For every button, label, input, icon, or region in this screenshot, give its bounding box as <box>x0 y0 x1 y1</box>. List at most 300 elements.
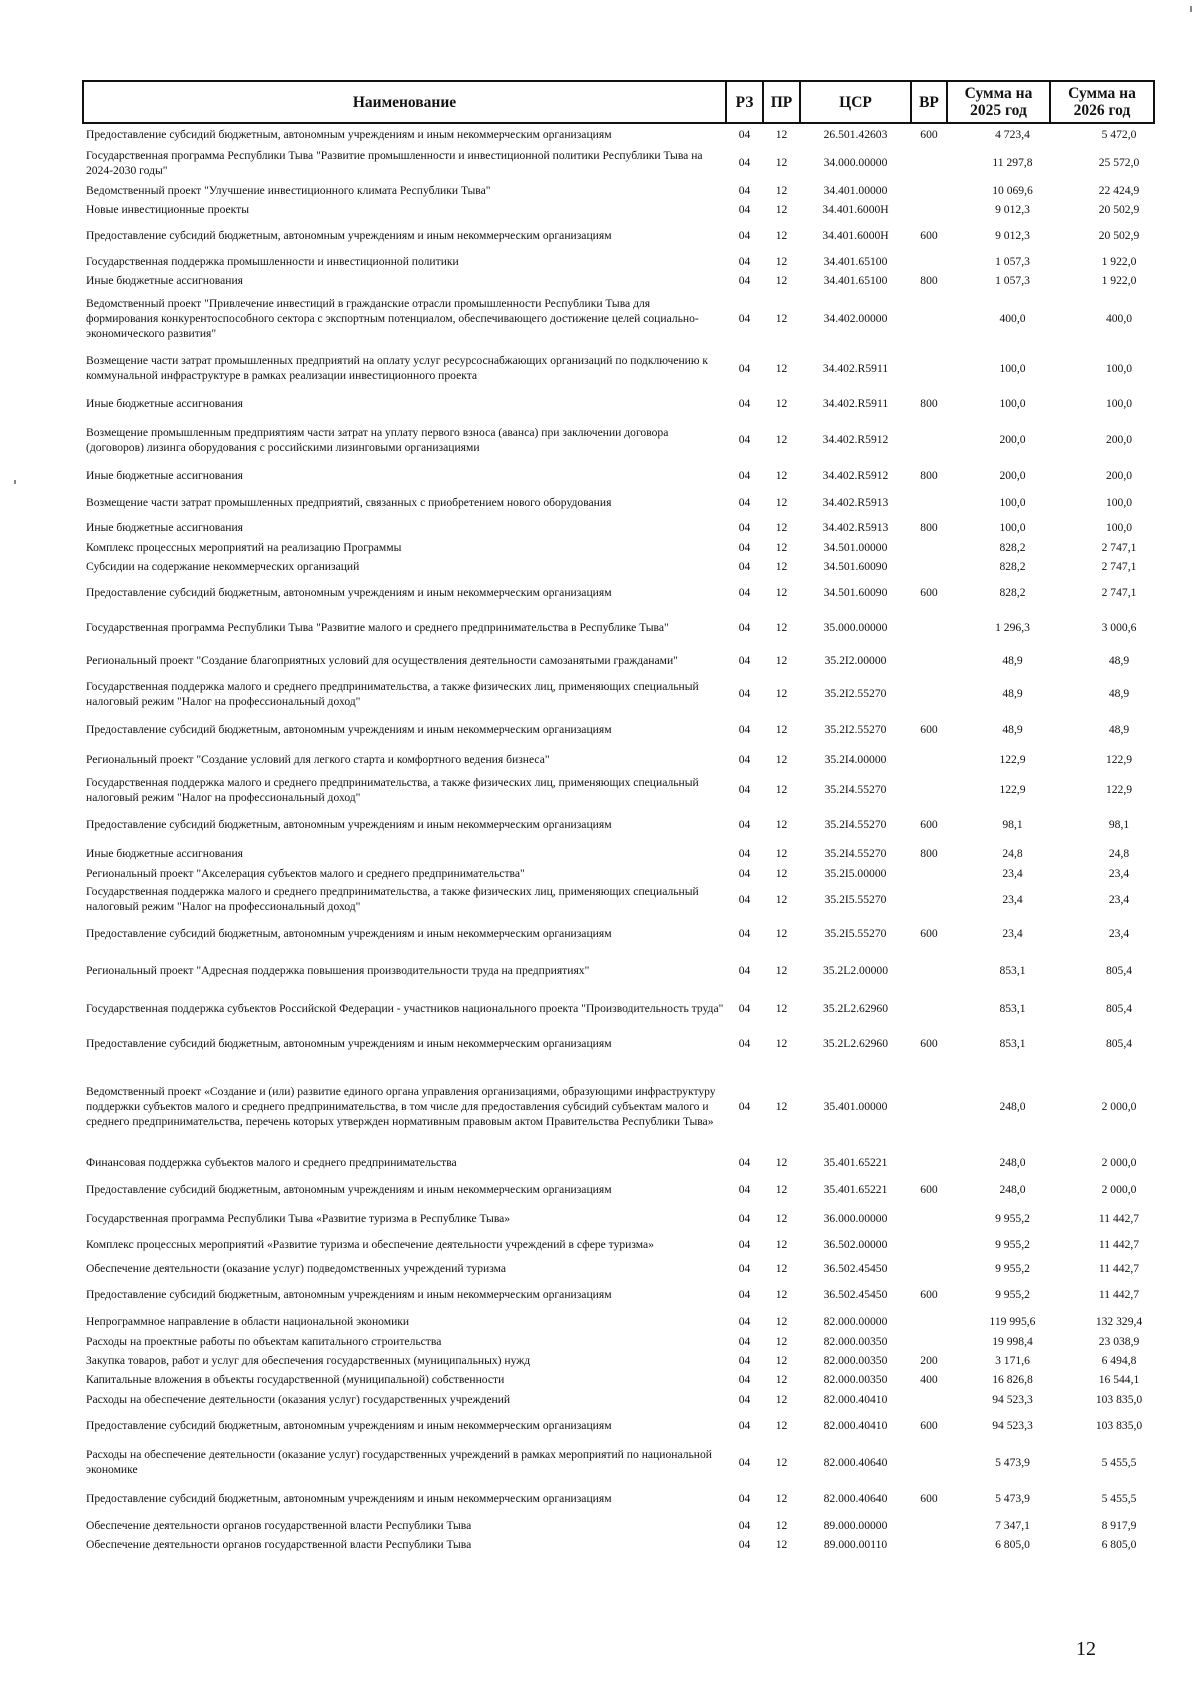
row-rz: 04 <box>738 1183 751 1196</box>
row-rz: 04 <box>738 846 751 860</box>
table-row <box>83 1231 1154 1258</box>
row-name: Предоставление субсидий бюджетным, автономным учреждениям и иным некоммерческим организациям <box>86 586 612 599</box>
row-vr: 600 <box>920 229 938 242</box>
row-name: Иные бюджетные ассигнования <box>86 397 243 410</box>
table-row <box>83 1409 1154 1442</box>
row-rz: 04 <box>738 687 751 700</box>
row-vr: 600 <box>920 586 938 599</box>
table-row <box>83 346 1154 390</box>
row-vr: 600 <box>920 723 938 736</box>
table-row <box>83 864 1154 883</box>
row-vr: 800 <box>920 846 938 860</box>
row-sum-2025: 828,2 <box>999 586 1026 599</box>
page-number: 12 <box>1076 1638 1096 1660</box>
row-pr: 12 <box>775 1354 788 1367</box>
row-vr: 800 <box>920 469 938 482</box>
row-name: Государственная поддержка малого и среднего предпринимательства, а также физических лиц, применяющих специальный налоговый режим "Налог на профессиональный доход" <box>86 775 699 804</box>
row-sum-2025: 9 012,3 <box>995 203 1030 216</box>
row-sum-2025: 9 955,2 <box>995 1261 1030 1275</box>
row-sum-2026: 6 805,0 <box>1101 1538 1137 1551</box>
row-pr: 12 <box>775 1001 788 1015</box>
row-csr: 34.501.00000 <box>823 541 888 554</box>
row-sum-2025: 23,4 <box>1002 892 1023 906</box>
row-sum-2026: 2 747,1 <box>1101 560 1137 573</box>
row-name: Иные бюджетные ассигнования <box>86 846 243 860</box>
row-sum-2026: 400,0 <box>1105 311 1133 325</box>
table-row <box>83 772 1154 807</box>
row-sum-2026: 48,9 <box>1108 687 1130 700</box>
row-pr: 12 <box>775 818 788 831</box>
row-sum-2025: 100,0 <box>999 496 1026 509</box>
table-row <box>83 883 1154 915</box>
row-sum-2026: 2 747,1 <box>1101 541 1137 554</box>
row-csr: 34.401.00000 <box>823 184 888 197</box>
row-name: Региональный проект "Создание благоприятных условий для осуществления деятельности самозанятыми гражданами" <box>86 653 678 667</box>
table-row <box>83 1258 1154 1278</box>
row-sum-2026: 11 442,7 <box>1098 1261 1140 1275</box>
row-pr: 12 <box>775 1212 788 1225</box>
table-row <box>83 516 1154 538</box>
row-sum-2025: 48,9 <box>1002 653 1023 667</box>
row-pr: 12 <box>775 867 788 880</box>
row-name: Возмещение промышленным предприятиям части затрат на уплату первого взноса (аванса) при заключении договора (договоров) лизинга оборудования с российскими лизинговыми организациями <box>86 425 669 454</box>
row-sum-2026: 48,9 <box>1108 723 1130 736</box>
row-csr: 36.502.00000 <box>823 1238 888 1251</box>
row-sum-2025: 10 069,6 <box>992 184 1033 197</box>
table-row <box>83 1278 1154 1311</box>
row-pr: 12 <box>775 397 788 410</box>
row-pr: 12 <box>775 496 788 509</box>
row-vr <box>911 609 947 645</box>
row-name: Государственная поддержка субъектов Российской Федерации - участников национального проекта "Производительность труда" <box>86 1001 724 1015</box>
row-pr: 12 <box>775 1335 788 1348</box>
table-row <box>83 807 1154 842</box>
row-name: Предоставление субсидий бюджетным, автономным учреждениям и иным некоммерческим организациям <box>86 1183 612 1196</box>
row-rz: 04 <box>738 496 751 509</box>
row-sum-2026: 5 455,5 <box>1101 1455 1137 1469</box>
row-name: Региональный проект "Создание условий для легкого старта и комфортного ведения бизнеса" <box>86 753 550 766</box>
table-row <box>83 200 1154 219</box>
row-sum-2026: 2 000,0 <box>1101 1183 1137 1196</box>
row-sum-2026: 103 835,0 <box>1095 1419 1143 1432</box>
row-pr: 12 <box>775 469 788 482</box>
row-csr: 82.000.40410 <box>823 1419 888 1432</box>
row-pr: 12 <box>775 127 788 141</box>
row-sum-2025: 1 296,3 <box>995 620 1030 634</box>
row-vr: 600 <box>920 1037 938 1050</box>
row-sum-2025: 5 473,9 <box>995 1492 1030 1505</box>
row-vr <box>911 1152 947 1173</box>
table-row <box>83 842 1154 864</box>
table-row <box>83 915 1154 951</box>
row-sum-2025: 248,0 <box>999 1099 1026 1113</box>
row-sum-2025: 5 473,9 <box>995 1455 1030 1469</box>
row-pr: 12 <box>775 1419 788 1432</box>
row-sum-2026: 98,1 <box>1108 818 1130 831</box>
row-vr: 600 <box>920 1183 938 1196</box>
row-rz: 04 <box>738 753 751 766</box>
row-name: Закупка товаров, работ и услуг для обеспечения государственных (муниципальных) нужд <box>86 1354 531 1367</box>
row-csr: 34.402.00000 <box>823 311 888 325</box>
row-vr <box>911 181 947 200</box>
row-sum-2026: 5 472,0 <box>1101 127 1137 141</box>
row-vr <box>911 883 947 915</box>
row-pr: 12 <box>775 229 788 242</box>
row-rz: 04 <box>738 274 751 287</box>
row-csr: 35.2I5.55270 <box>824 892 887 906</box>
row-sum-2026: 2 000,0 <box>1101 1156 1137 1169</box>
row-sum-2025: 100,0 <box>999 361 1026 375</box>
row-rz: 04 <box>738 1518 751 1532</box>
row-sum-2026: 103 835,0 <box>1095 1392 1143 1406</box>
row-pr: 12 <box>775 620 788 634</box>
row-vr <box>911 200 947 219</box>
scan-mark <box>1190 6 1192 12</box>
row-sum-2026: 24,8 <box>1108 846 1130 860</box>
row-pr: 12 <box>775 156 788 169</box>
row-sum-2026: 48,9 <box>1108 653 1130 667</box>
row-vr: 600 <box>920 1419 938 1432</box>
row-csr: 34.000.00000 <box>823 156 888 169</box>
scan-mark <box>14 480 16 484</box>
table-row <box>83 252 1154 271</box>
row-vr <box>911 1311 947 1332</box>
row-name: Новые инвестиционные проекты <box>86 203 250 216</box>
row-csr: 36.502.45450 <box>823 1261 888 1275</box>
row-sum-2026: 23,4 <box>1108 892 1130 906</box>
row-vr <box>911 1515 947 1535</box>
row-sum-2026: 2 000,0 <box>1101 1099 1137 1113</box>
row-name: Ведомственный проект «Создание и (или) развитие единого органа управления организациями, образующими инфраструктуру поддержки субъектов малого и среднего предпринимательства, в том числе для предоставления субсидий субъектам малого и среднего предпринимательства, перечень которых утвержден нормативным правовым актом Правительства Республики Тыва» <box>86 1084 716 1128</box>
row-sum-2025: 853,1 <box>999 1001 1026 1015</box>
row-sum-2026: 22 424,9 <box>1098 184 1140 197</box>
row-csr: 82.000.40640 <box>823 1492 888 1505</box>
table-row <box>83 417 1154 462</box>
table-row <box>83 989 1154 1027</box>
row-sum-2025: 122,9 <box>999 753 1026 766</box>
row-vr <box>911 989 947 1027</box>
row-vr <box>911 1060 947 1152</box>
row-sum-2025: 248,0 <box>999 1183 1026 1196</box>
header-sum-2025-line2: 2025 год <box>970 102 1027 119</box>
row-sum-2025: 94 523,3 <box>992 1419 1033 1432</box>
row-pr: 12 <box>775 1315 788 1328</box>
row-name: Субсидии на содержание некоммерческих организаций <box>86 560 360 573</box>
table-row <box>83 747 1154 772</box>
row-vr <box>911 772 947 807</box>
row-sum-2025: 248,0 <box>999 1156 1026 1169</box>
row-rz: 04 <box>738 560 751 573</box>
row-csr: 35.2I4.55270 <box>824 846 887 860</box>
row-name: Обеспечение деятельности органов государственной власти Республики Тыва <box>86 1538 472 1551</box>
row-csr: 34.402.R5911 <box>822 361 889 375</box>
row-sum-2026: 23,4 <box>1108 926 1130 940</box>
table-row <box>83 609 1154 645</box>
row-name: Государственная поддержка промышленности и инвестиционной политики <box>86 255 459 268</box>
row-vr <box>911 1206 947 1231</box>
row-sum-2026: 2 747,1 <box>1101 586 1137 599</box>
row-sum-2026: 100,0 <box>1105 361 1133 375</box>
row-pr: 12 <box>775 433 788 446</box>
row-sum-2025: 200,0 <box>999 469 1026 482</box>
row-name: Государственная поддержка малого и среднего предпринимательства, а также физических лиц, применяющих специальный налоговый режим "Налог на профессиональный доход" <box>86 679 699 708</box>
row-sum-2026: 25 572,0 <box>1098 156 1140 169</box>
row-rz: 04 <box>738 541 751 554</box>
table-row <box>83 489 1154 516</box>
row-csr: 35.2L2.00000 <box>822 963 889 977</box>
table-row <box>83 1060 1154 1152</box>
row-csr: 82.000.40410 <box>823 1392 888 1406</box>
row-name: Иные бюджетные ассигнования <box>86 469 243 482</box>
row-name: Предоставление субсидий бюджетным, автономным учреждениям и иным некоммерческим организациям <box>86 926 612 940</box>
row-pr: 12 <box>775 926 788 940</box>
row-csr: 34.402.R5912 <box>822 433 889 446</box>
table-row <box>83 675 1154 712</box>
row-sum-2025: 119 995,6 <box>989 1315 1036 1328</box>
row-name: Государственная программа Республики Тыва "Развитие промышленности и инвестиционной политики Республики Тыва на 2024-2030 годы" <box>86 148 703 177</box>
table-row <box>83 1389 1154 1409</box>
row-csr: 35.2L2.62960 <box>822 1001 889 1015</box>
row-vr: 600 <box>920 818 938 831</box>
row-name: Обеспечение деятельности органов государственной власти Республики Тыва <box>86 1518 472 1532</box>
row-name: Предоставление субсидий бюджетным, автономным учреждениям и иным некоммерческим организациям <box>86 229 612 242</box>
row-rz: 04 <box>738 184 751 197</box>
table-row <box>83 144 1154 181</box>
row-name: Расходы на проектные работы по объектам капитального строительства <box>86 1335 442 1348</box>
row-csr: 35.000.00000 <box>823 620 888 634</box>
row-rz: 04 <box>738 867 751 880</box>
row-vr <box>911 489 947 516</box>
row-csr: 82.000.00000 <box>823 1315 888 1328</box>
row-name: Предоставление субсидий бюджетным, автономным учреждениям и иным некоммерческим организациям <box>86 1492 612 1505</box>
table-row <box>83 645 1154 675</box>
row-csr: 34.401.6000H <box>822 203 889 216</box>
row-sum-2025: 23,4 <box>1002 867 1023 880</box>
row-csr: 35.2I4.55270 <box>824 818 887 831</box>
row-pr: 12 <box>775 687 788 700</box>
row-csr: 35.2L2.62960 <box>822 1037 889 1050</box>
row-sum-2025: 48,9 <box>1002 687 1023 700</box>
row-rz: 04 <box>738 1392 751 1406</box>
row-sum-2025: 853,1 <box>999 963 1026 977</box>
row-csr: 35.401.65221 <box>823 1156 888 1169</box>
row-csr: 34.402.R5913 <box>822 520 889 534</box>
row-vr: 800 <box>920 397 938 410</box>
table-row <box>83 538 1154 557</box>
header-sum-2026-line2: 2026 год <box>1073 102 1131 119</box>
row-pr: 12 <box>775 1183 788 1196</box>
row-name: Ведомственный проект "Привлечение инвестиций в гражданские отрасли промышленности Республики Тыва для формирования конкурентоспособного сектора с экспортным потенциалом, обеспечивающего достижение целей социально-экономического развития" <box>86 296 699 340</box>
row-vr <box>911 1535 947 1554</box>
row-csr: 35.401.65221 <box>823 1183 888 1196</box>
row-rz: 04 <box>738 1373 751 1386</box>
row-sum-2025: 9 955,2 <box>995 1212 1030 1225</box>
row-rz: 04 <box>738 203 751 216</box>
row-pr: 12 <box>775 255 788 268</box>
row-sum-2025: 9 955,2 <box>995 1238 1030 1251</box>
row-vr <box>911 1258 947 1278</box>
row-pr: 12 <box>775 1492 788 1505</box>
table-row <box>83 1173 1154 1206</box>
row-vr <box>911 557 947 576</box>
row-name: Предоставление субсидий бюджетным, автономным учреждениям и иным некоммерческим организациям <box>86 818 612 831</box>
row-sum-2026: 11 442,7 <box>1098 1288 1140 1301</box>
row-csr: 82.000.00350 <box>823 1335 888 1348</box>
row-sum-2026: 122,9 <box>1105 753 1133 766</box>
row-pr: 12 <box>775 1455 788 1469</box>
row-pr: 12 <box>775 203 788 216</box>
row-rz: 04 <box>738 1238 751 1251</box>
row-sum-2025: 100,0 <box>999 520 1026 534</box>
row-sum-2025: 7 347,1 <box>995 1518 1030 1532</box>
row-vr <box>911 252 947 271</box>
row-rz: 04 <box>738 1455 751 1469</box>
row-rz: 04 <box>738 1315 751 1328</box>
row-name: Финансовая поддержка субъектов малого и среднего предпринимательства <box>86 1156 457 1169</box>
row-sum-2026: 3 000,6 <box>1101 620 1137 634</box>
row-sum-2026: 23,4 <box>1108 867 1130 880</box>
row-pr: 12 <box>775 311 788 325</box>
row-name: Региональный проект "Акселерация субъектов малого и среднего предпринимательства" <box>86 867 525 880</box>
row-vr <box>911 1332 947 1351</box>
row-name: Предоставление субсидий бюджетным, автономным учреждениям и иным некоммерческим организациям <box>86 723 612 736</box>
row-sum-2026: 122,9 <box>1105 783 1133 796</box>
row-sum-2026: 11 442,7 <box>1098 1212 1140 1225</box>
row-sum-2025: 9 012,3 <box>995 229 1030 242</box>
row-pr: 12 <box>775 963 788 977</box>
row-pr: 12 <box>775 1238 788 1251</box>
header-sum-2026 <box>1050 81 1154 123</box>
row-sum-2025: 24,8 <box>1002 846 1023 860</box>
row-sum-2025: 9 955,2 <box>995 1288 1030 1301</box>
table-row <box>83 219 1154 252</box>
row-rz: 04 <box>738 433 751 446</box>
row-csr: 34.402.R5913 <box>822 496 889 509</box>
row-pr: 12 <box>775 1261 788 1275</box>
row-vr <box>911 538 947 557</box>
row-pr: 12 <box>775 1373 788 1386</box>
row-rz: 04 <box>738 469 751 482</box>
row-vr <box>911 675 947 712</box>
row-sum-2025: 828,2 <box>999 560 1026 573</box>
row-sum-2025: 94 523,3 <box>992 1392 1033 1406</box>
row-rz: 04 <box>738 586 751 599</box>
row-csr: 35.2I4.00000 <box>824 753 887 766</box>
row-name: Капитальные вложения в объекты государственной (муниципальной) собственности <box>86 1373 505 1386</box>
row-sum-2026: 200,0 <box>1105 433 1133 446</box>
row-csr: 35.2I5.00000 <box>824 867 887 880</box>
row-rz: 04 <box>738 127 751 141</box>
row-pr: 12 <box>775 1156 788 1169</box>
row-sum-2026: 132 329,4 <box>1095 1315 1143 1328</box>
row-sum-2025: 48,9 <box>1002 723 1023 736</box>
row-sum-2026: 100,0 <box>1105 496 1133 509</box>
row-rz: 04 <box>738 1001 751 1015</box>
header-csr: ЦСР <box>800 81 911 123</box>
row-csr: 34.402.R5912 <box>822 469 889 482</box>
row-pr: 12 <box>775 846 788 860</box>
row-sum-2026: 1 922,0 <box>1101 255 1137 268</box>
row-name: Государственная поддержка малого и среднего предпринимательства, а также физических лиц, применяющих специальный налоговый режим "Налог на профессиональный доход" <box>86 885 699 913</box>
row-name: Предоставление субсидий бюджетным, автономным учреждениям и иным некоммерческим организациям <box>86 1288 612 1301</box>
row-sum-2025: 23,4 <box>1002 926 1023 940</box>
row-sum-2025: 19 998,4 <box>992 1335 1033 1348</box>
row-sum-2025: 11 297,8 <box>992 156 1033 169</box>
row-rz: 04 <box>738 963 751 977</box>
row-rz: 04 <box>738 1538 751 1551</box>
row-name: Непрограммное направление в области национальной экономики <box>86 1315 410 1328</box>
row-pr: 12 <box>775 1538 788 1551</box>
row-vr: 600 <box>920 926 938 940</box>
row-rz: 04 <box>738 1335 751 1348</box>
row-csr: 34.401.6000H <box>822 229 889 242</box>
row-name: Государственная программа Республики Тыва «Развитие туризма в Республике Тыва» <box>86 1212 511 1225</box>
row-sum-2026: 100,0 <box>1105 520 1133 534</box>
row-pr: 12 <box>775 1037 788 1050</box>
row-sum-2025: 16 826,8 <box>992 1373 1033 1386</box>
row-name: Возмещение части затрат промышленных предприятий на оплату услуг ресурсоснабжающих организаций по подключению к коммунальной инфраструктуре в рамках реализации инвестиционного проекта <box>86 354 709 382</box>
row-rz: 04 <box>738 311 751 325</box>
table-row <box>83 1332 1154 1351</box>
table-row <box>83 1370 1154 1389</box>
row-sum-2026: 11 442,7 <box>1098 1238 1140 1251</box>
row-sum-2026: 20 502,9 <box>1098 203 1140 216</box>
row-name: Комплекс процессных мероприятий на реализацию Программы <box>86 541 402 554</box>
header-vr: ВР <box>911 81 947 123</box>
row-rz: 04 <box>738 229 751 242</box>
table-row <box>83 1027 1154 1060</box>
row-rz: 04 <box>738 892 751 906</box>
row-sum-2025: 1 057,3 <box>995 274 1030 287</box>
row-sum-2025: 200,0 <box>999 433 1026 446</box>
header-sum-2025 <box>947 81 1050 123</box>
row-pr: 12 <box>775 753 788 766</box>
row-sum-2025: 100,0 <box>999 397 1026 410</box>
row-vr <box>911 290 947 346</box>
row-csr: 34.501.60090 <box>823 586 888 599</box>
row-vr: 400 <box>920 1373 938 1386</box>
row-csr: 36.000.00000 <box>823 1212 888 1225</box>
row-vr <box>911 346 947 390</box>
row-csr: 35.401.00000 <box>823 1099 888 1113</box>
table-row <box>83 1442 1154 1482</box>
row-name: Ведомственный проект "Улучшение инвестиционного климата Республики Тыва" <box>86 184 491 197</box>
row-pr: 12 <box>775 1392 788 1406</box>
row-name: Расходы на обеспечение деятельности (оказания услуг) государственных учреждений <box>86 1392 511 1406</box>
row-csr: 82.000.00350 <box>823 1373 888 1386</box>
row-sum-2026: 23 038,9 <box>1098 1335 1140 1348</box>
row-rz: 04 <box>738 620 751 634</box>
row-csr: 34.401.65100 <box>823 255 888 268</box>
row-vr <box>911 1231 947 1258</box>
budget-table <box>82 80 1155 1554</box>
row-pr: 12 <box>775 274 788 287</box>
row-csr: 35.2I2.55270 <box>824 687 887 700</box>
row-csr: 34.402.R5911 <box>822 397 889 410</box>
row-sum-2026: 200,0 <box>1105 469 1133 482</box>
row-csr: 35.2I4.55270 <box>824 783 887 796</box>
row-pr: 12 <box>775 184 788 197</box>
row-pr: 12 <box>775 560 788 573</box>
row-sum-2025: 4 723,4 <box>995 127 1030 141</box>
row-pr: 12 <box>775 361 788 375</box>
row-vr <box>911 144 947 181</box>
row-pr: 12 <box>775 586 788 599</box>
row-sum-2025: 828,2 <box>999 541 1026 554</box>
row-sum-2026: 805,4 <box>1105 1037 1133 1050</box>
row-name: Обеспечение деятельности (оказание услуг) подведомственных учреждений туризма <box>86 1261 507 1275</box>
header-rz: РЗ <box>726 81 763 123</box>
